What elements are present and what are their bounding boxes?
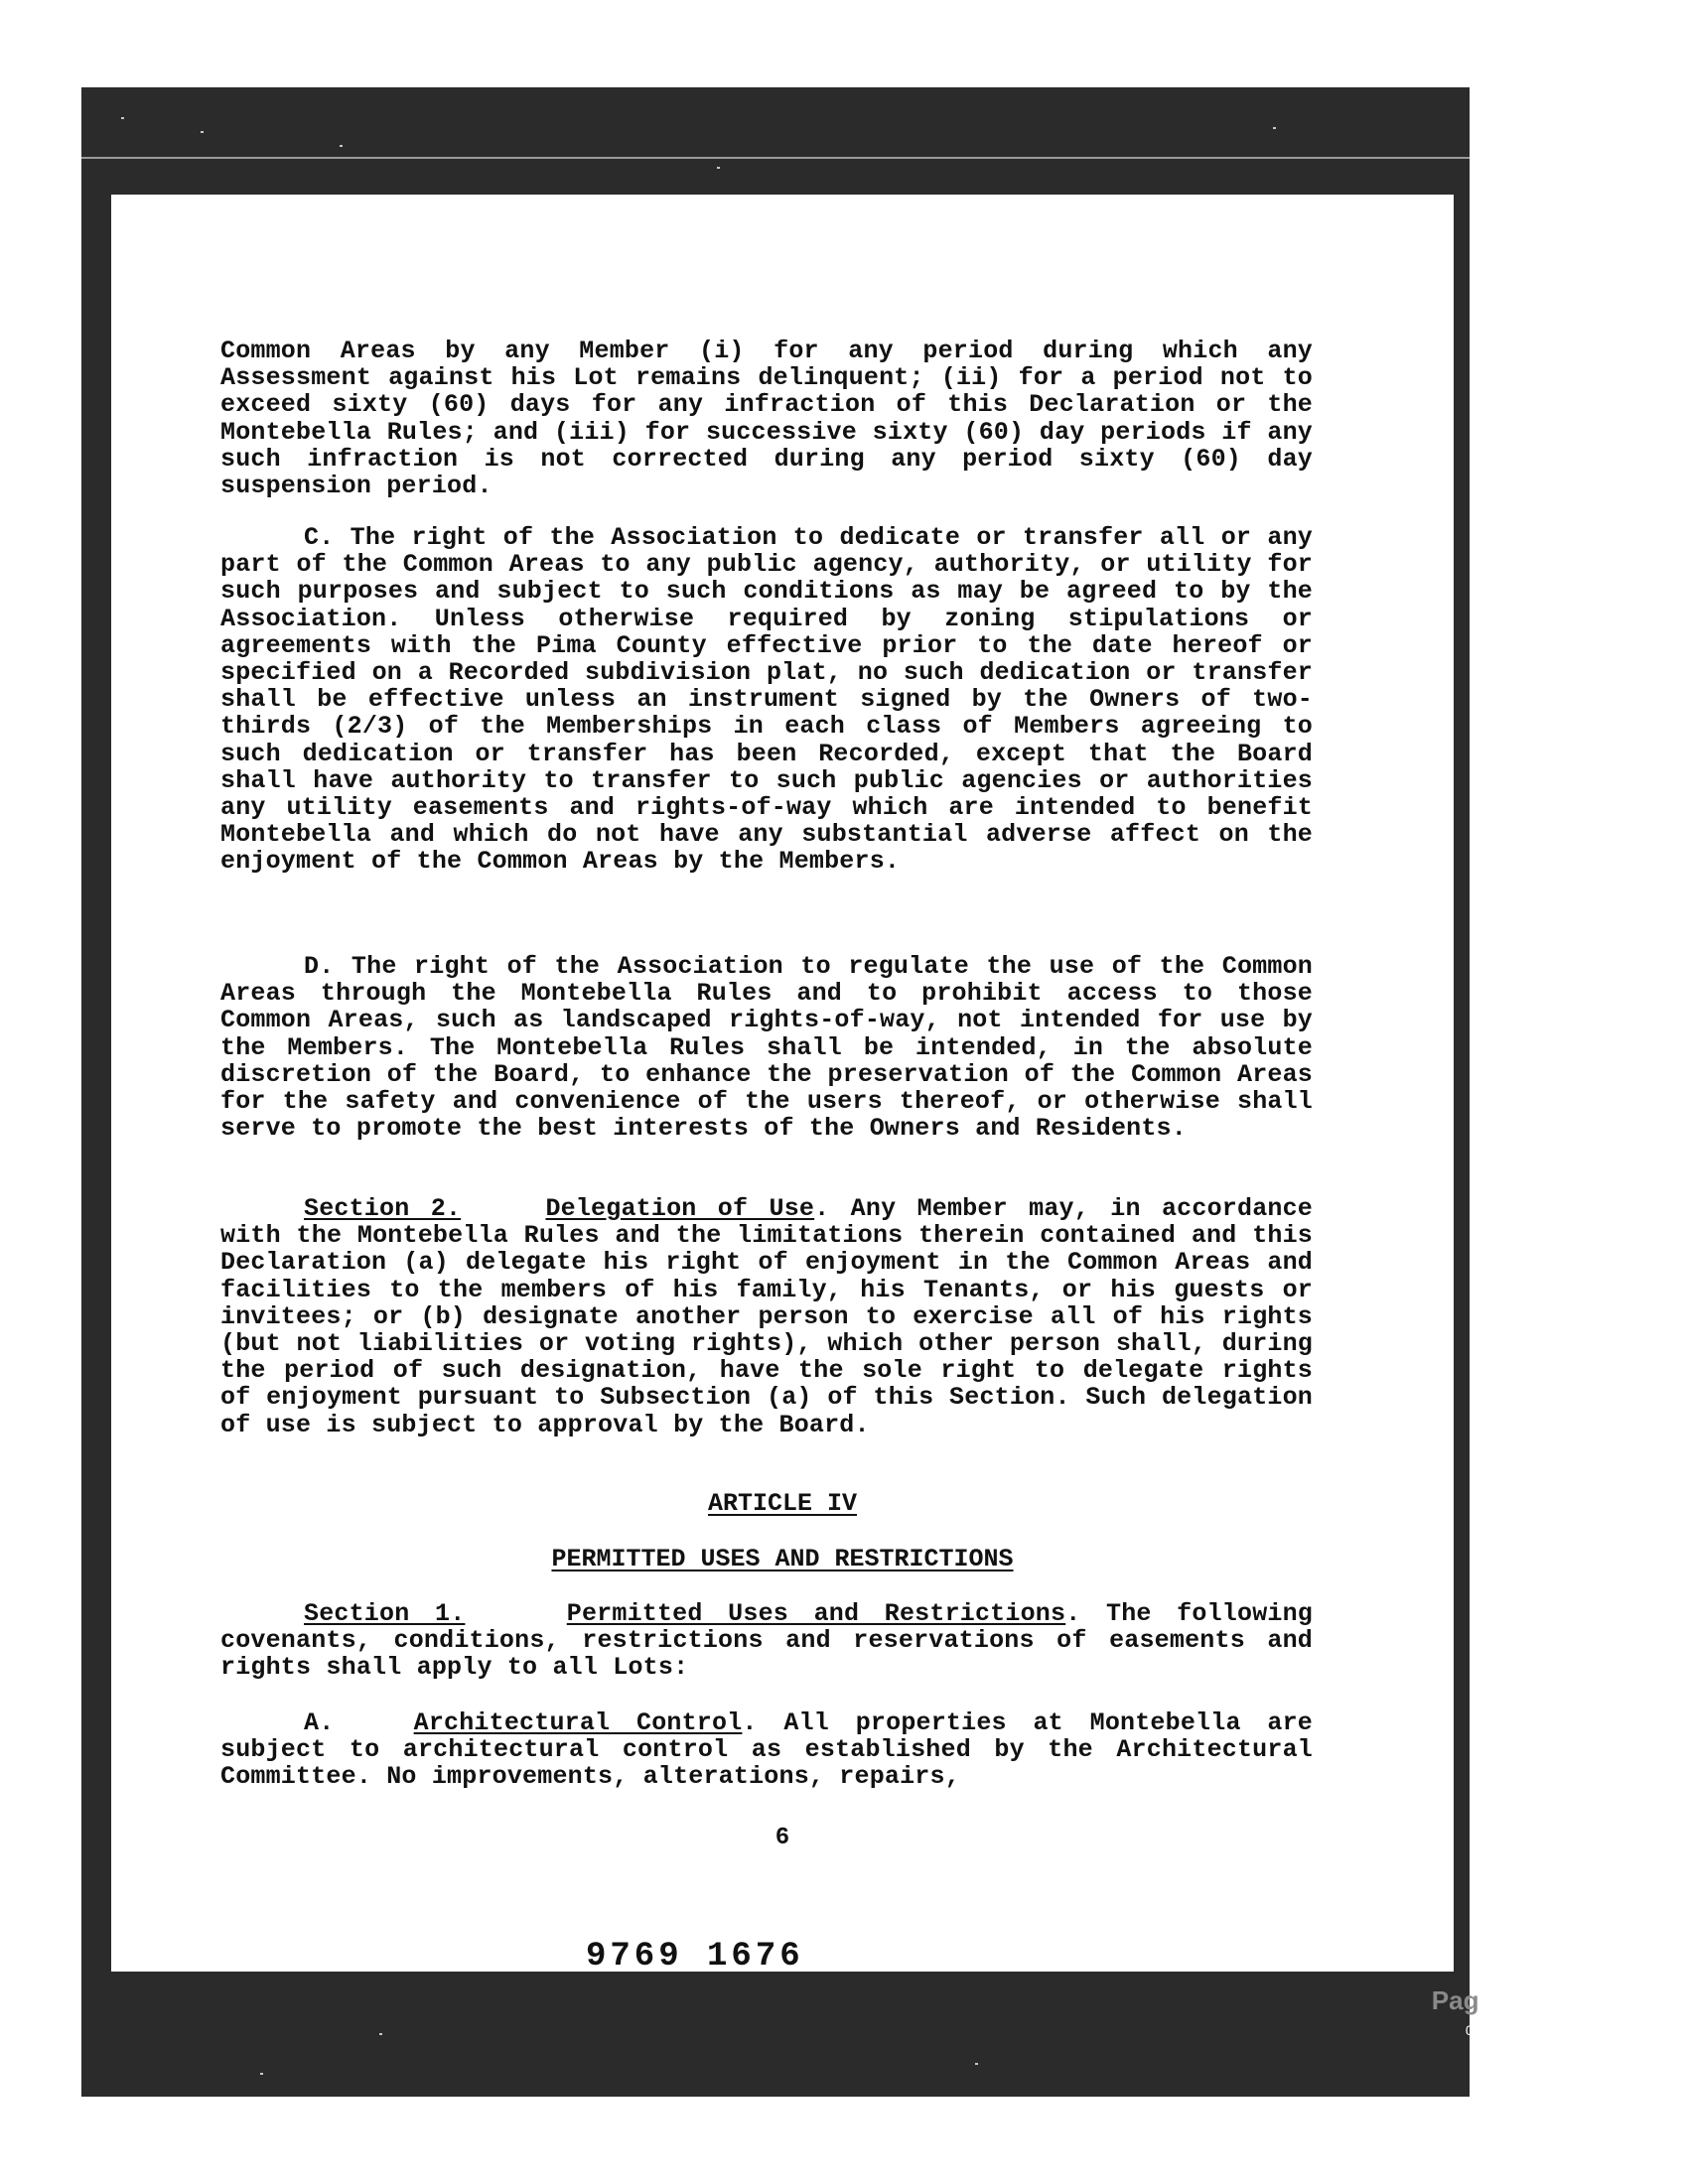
paragraph-c bbox=[220, 524, 1313, 876]
section-label: Section 1. bbox=[304, 1599, 466, 1628]
section-body: . Any Member may, in accordance with the Montebella Rules and the limitations therein contained and this Declaration (a) delegate his right of enjoyment in the Common Areas and facilities to the members of his family, his Tenants, or his guests or invitees; or (b) designate another person to exercise all of his rights (but not liabilities or voting rights), which other person shall, during the period of such designation, have the sole right to delegate rights of enjoyment pursuant to Subsection (a) of this Section. Such delegation of use is subject to approval by the Board. bbox=[220, 1194, 1314, 1439]
scan-speck bbox=[260, 2073, 263, 2075]
scan-speck bbox=[717, 167, 720, 169]
section-2 bbox=[220, 1195, 1313, 1438]
article-subheading: PERMITTED USES AND RESTRICTIONS bbox=[551, 1545, 1014, 1573]
section-title: Delegation of Use bbox=[545, 1194, 815, 1223]
scan-speck bbox=[379, 2033, 382, 2035]
fax-page-indicator bbox=[1432, 1985, 1597, 2016]
fax-page-count: e 10 of 37 bbox=[1478, 1985, 1597, 2015]
paragraph-label: A. bbox=[304, 1708, 335, 1737]
paragraph-text: D. The right of the Association to regulate the use of the Common Areas through the Montebella Rules and to prohibit access to those Common Areas, such as landscaped rights-of-way, not intended for use by the Members. The Montebella Rules shall be intended, in the absolute discretion of the Board, to enhance the preservation of the Common Areas for the safety and convenience of the users thereof, or otherwise shall serve to promote the best interests of the Owners and Residents. bbox=[220, 952, 1313, 1144]
fax-page-prefix: Pag bbox=[1431, 1985, 1479, 2015]
paragraph-a bbox=[220, 1709, 1313, 1791]
section-label: Section 2. bbox=[304, 1194, 462, 1223]
article-heading: ARTICLE IV bbox=[707, 1489, 858, 1518]
scan-speck bbox=[201, 131, 204, 133]
scan-speck bbox=[340, 145, 343, 147]
paragraph-text: Common Areas by any Member (i) for any period during which any Assessment against his Lot remains delinquent; (ii) for a period not to exceed sixty (60) days for any infraction of this Declaration or the Montebella Rules; and (iii) for successive sixty (60) day periods if any such infraction is not corrected during any period sixty (60) day suspension period. bbox=[220, 337, 1313, 501]
scan-speck bbox=[975, 2063, 978, 2065]
paragraph-d bbox=[220, 953, 1313, 1142]
page-number: 6 bbox=[774, 1825, 790, 1851]
scan-speck bbox=[1273, 127, 1276, 129]
paragraph-suspension bbox=[220, 338, 1313, 499]
section-title: Permitted Uses and Restrictions bbox=[566, 1599, 1066, 1628]
scan-rule bbox=[81, 157, 1470, 159]
paragraph-text: C. The right of the Association to dedicate or transfer all or any part of the Common Areas to any public agency, authority, or utility for such purposes and subject to such conditions as may be agreed to by the Association. Unless otherwise required by zoning stipulations or agreements with the Pima County effective prior to the date hereof or specified on a Recorded subdivision plat, no such dedication or transfer shall be effective unless an instrument signed by the Owners of two-thirds (2/3) of the Memberships in each class of Members agreeing to such dedication or transfer has been Recorded, except that the Board shall have authority to transfer to such public agencies or authorities any utility easements and rights-of-way which are intended to benefit Montebella and which do not have any substantial adverse affect on the enjoyment of the Common Areas by the Members. bbox=[220, 523, 1313, 877]
paragraph-title: Architectural Control bbox=[413, 1708, 743, 1737]
recording-stamp: 9769 1676 bbox=[586, 1938, 804, 1972]
fax-footer bbox=[1432, 1985, 1597, 2038]
section-body: . The following covenants, conditions, restrictions and reservations of easements and rights shall apply to all Lots: bbox=[220, 1599, 1314, 1683]
scan-speck bbox=[121, 117, 124, 119]
section-1 bbox=[220, 1600, 1313, 1682]
paragraph-body: . All properties at Montebella are subject to architectural control as established by the Architectural Committee. No improvements, alterations, repairs, bbox=[220, 1708, 1313, 1792]
fax-timestamp: 07/15/2011 10:51 AM bbox=[1465, 2022, 1597, 2038]
